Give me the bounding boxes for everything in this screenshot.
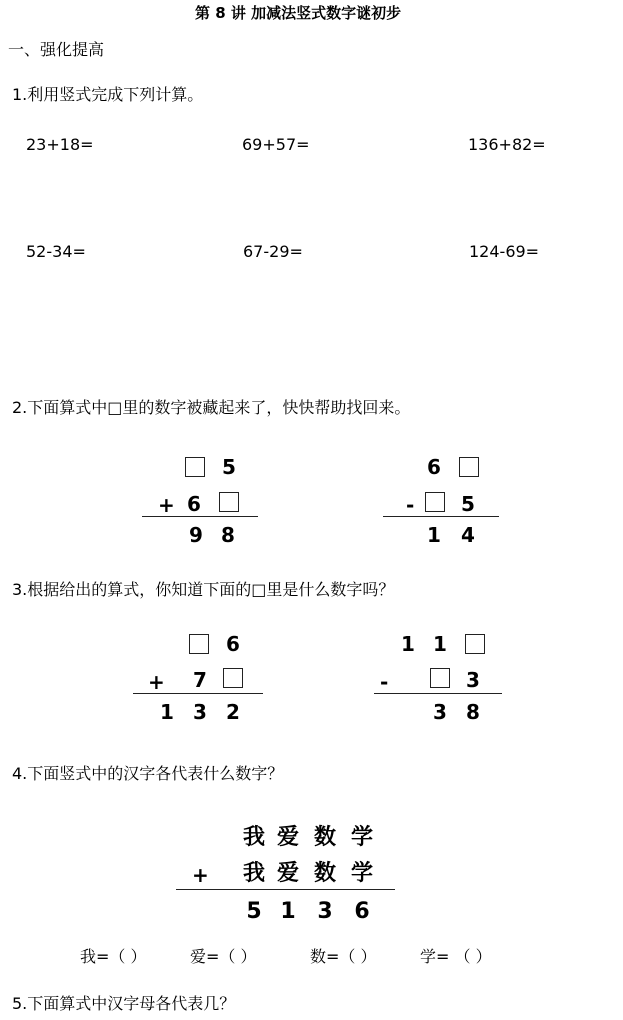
q4-plus-sign: + <box>192 863 209 887</box>
q3-right-mid-blank-box[interactable] <box>430 668 450 688</box>
question-3-label: 3.根据给出的算式，你知道下面的□里是什么数字吗？ <box>12 580 395 599</box>
q2-left-plus-sign: + <box>158 493 175 517</box>
question-1-label: 1.利用竖式完成下列计算。 <box>12 85 204 104</box>
q1-expr-4: 52-34= <box>26 242 86 261</box>
q2-left-sum-line <box>142 516 258 517</box>
q2-right-top-digit: 6 <box>427 455 441 479</box>
q4-row1-char-3: 数 <box>313 825 336 850</box>
page-title: 第 8 讲 加减法竖式数字谜初步 <box>195 4 402 22</box>
q3-left-plus-sign: + <box>148 670 165 694</box>
q4-result-digit-4: 6 <box>354 899 370 924</box>
q2-left-mid-blank-box[interactable] <box>219 492 239 512</box>
question-5-label: 5.下面算式中汉字母各代表几？ <box>12 994 236 1013</box>
q3-right-result-digit-2: 8 <box>466 700 480 724</box>
q4-sum-line <box>176 889 395 890</box>
q3-left-result-digit-3: 2 <box>226 700 240 724</box>
q2-right-result-digit-2: 4 <box>461 523 475 547</box>
q3-right-mid-digit: 3 <box>466 668 480 692</box>
q4-row1-char-2: 爱 <box>276 825 299 850</box>
q3-right-minus-sign: - <box>380 670 389 694</box>
q2-right-mid-blank-box[interactable] <box>425 492 445 512</box>
question-4-label: 4.下面竖式中的汉字各代表什么数字？ <box>12 764 284 783</box>
q3-right-diff-line <box>374 693 502 694</box>
q2-right-result-digit-1: 1 <box>427 523 441 547</box>
section-heading: 一、强化提高 <box>8 40 105 59</box>
q3-left-mid-blank-box[interactable] <box>223 668 243 688</box>
q3-left-sum-line <box>133 693 263 694</box>
q2-left-mid-digit: 6 <box>187 492 201 516</box>
q4-result-digit-3: 3 <box>317 899 333 924</box>
q2-left-result-digit-2: 8 <box>221 523 235 547</box>
q3-left-result-digit-2: 3 <box>193 700 207 724</box>
q4-answer-xue[interactable]: 学= （ ） <box>420 947 492 966</box>
q4-row2-char-2: 爱 <box>276 861 299 886</box>
q2-left-top-digit: 5 <box>222 455 236 479</box>
q4-answer-ai[interactable]: 爱=（ ） <box>190 947 257 966</box>
q4-result-digit-1: 5 <box>246 899 262 924</box>
q3-left-top-digit: 6 <box>226 632 240 656</box>
q3-right-top-digit-2: 1 <box>433 632 447 656</box>
q4-row1-char-1: 我 <box>242 825 265 850</box>
q2-left-result-digit-1: 9 <box>189 523 203 547</box>
q3-left-top-blank-box[interactable] <box>189 634 209 654</box>
q2-right-mid-digit: 5 <box>461 492 475 516</box>
q4-row2-char-3: 数 <box>313 861 336 886</box>
q3-right-top-digit-1: 1 <box>401 632 415 656</box>
q1-expr-1: 23+18= <box>26 135 94 154</box>
q2-right-diff-line <box>383 516 499 517</box>
q3-left-mid-digit: 7 <box>193 668 207 692</box>
q3-left-result-digit-1: 1 <box>160 700 174 724</box>
q4-answer-shu[interactable]: 数=（ ） <box>310 947 377 966</box>
q4-answer-wo[interactable]: 我=（ ） <box>80 947 147 966</box>
q3-right-top-blank-box[interactable] <box>465 634 485 654</box>
q2-right-minus-sign: - <box>406 493 415 517</box>
q2-right-top-blank-box[interactable] <box>459 457 479 477</box>
q4-row2-char-1: 我 <box>242 861 265 886</box>
q3-right-result-digit-1: 3 <box>433 700 447 724</box>
q1-expr-5: 67-29= <box>243 242 303 261</box>
q4-result-digit-2: 1 <box>280 899 296 924</box>
q2-left-top-blank-box[interactable] <box>185 457 205 477</box>
question-2-label: 2.下面算式中□里的数字被藏起来了，快快帮助找回来。 <box>12 398 411 417</box>
q1-expr-6: 124-69= <box>469 242 540 261</box>
q1-expr-3: 136+82= <box>468 135 546 154</box>
q4-row2-char-4: 学 <box>350 861 373 886</box>
q1-expr-2: 69+57= <box>242 135 310 154</box>
q4-row1-char-4: 学 <box>350 825 373 850</box>
